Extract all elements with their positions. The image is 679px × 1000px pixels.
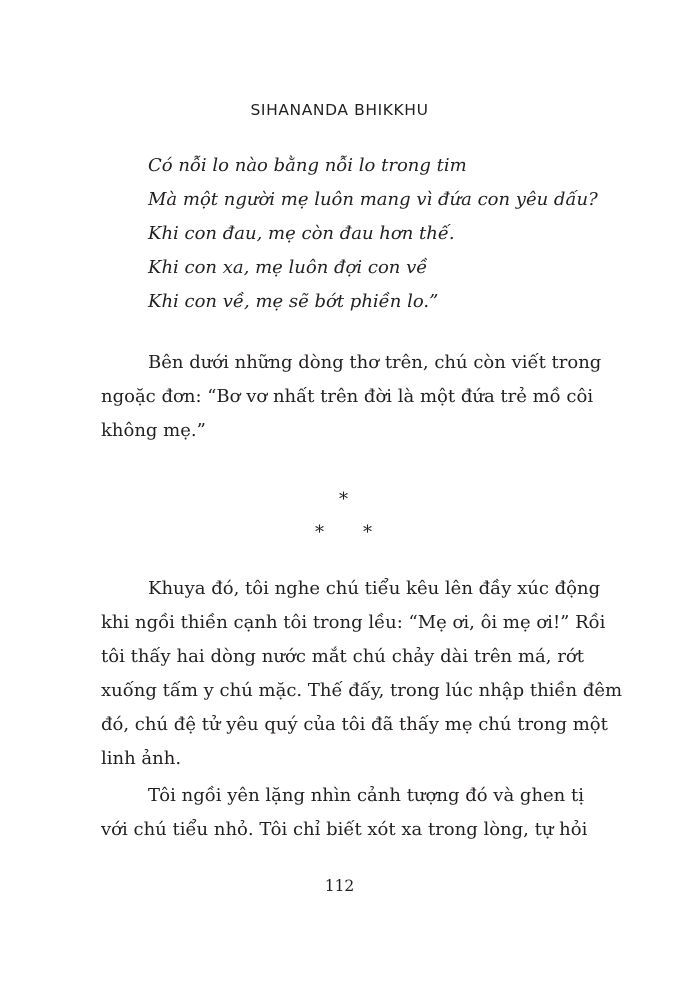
poem-line: Có nỗi lo nào bằng nỗi lo trong tim <box>148 155 467 176</box>
text-line: linh ảnh. <box>101 748 182 769</box>
page-number: 112 <box>324 877 355 895</box>
text-line: xuống tấm y chú mặc. Thế đấy, trong lúc nhập thiền đêm <box>101 680 623 701</box>
text-line: Tôi ngồi yên lặng nhìn cảnh tượng đó và ghen tị <box>148 785 584 806</box>
section-break-star: * <box>315 522 324 543</box>
paragraph-after-poem <box>101 346 602 448</box>
text-line: không mẹ.” <box>101 420 206 441</box>
poem-line: Mà một người mẹ luôn mang vì đứa con yêu dấu? <box>148 189 598 210</box>
text-line: ngoặc đơn: “Bơ vơ nhất trên đời là một đứa trẻ mồ côi <box>101 386 594 407</box>
text-line: đó, chú đệ tử yêu quý của tôi đã thấy mẹ chú trong một <box>101 714 608 735</box>
text-line: tôi thấy hai dòng nước mắt chú chảy dài trên má, rớt <box>101 646 584 667</box>
text-line: Bên dưới những dòng thơ trên, chú còn viết trong <box>148 352 602 373</box>
section-break-star: * <box>339 489 348 510</box>
poem-line: Khi con về, mẹ sẽ bớt phiền lo.” <box>148 291 439 312</box>
text-line: với chú tiểu nhỏ. Tôi chỉ biết xót xa trong lòng, tự hỏi <box>101 819 588 840</box>
paragraph-meditation <box>101 572 623 776</box>
running-header: SIHANANDA BHIKKHU <box>250 101 429 119</box>
paragraph-jealousy <box>101 779 588 847</box>
poem-block <box>148 149 598 319</box>
text-line: Khuya đó, tôi nghe chú tiểu kêu lên đầy xúc động <box>148 578 601 599</box>
section-break-star: * <box>363 522 372 543</box>
poem-line: Khi con đau, mẹ còn đau hơn thế. <box>148 223 455 244</box>
text-line: khi ngồi thiền cạnh tôi trong lều: “Mẹ ơi, ôi mẹ ơi!” Rồi <box>101 612 606 633</box>
poem-line: Khi con xa, mẹ luôn đợi con về <box>148 257 428 278</box>
